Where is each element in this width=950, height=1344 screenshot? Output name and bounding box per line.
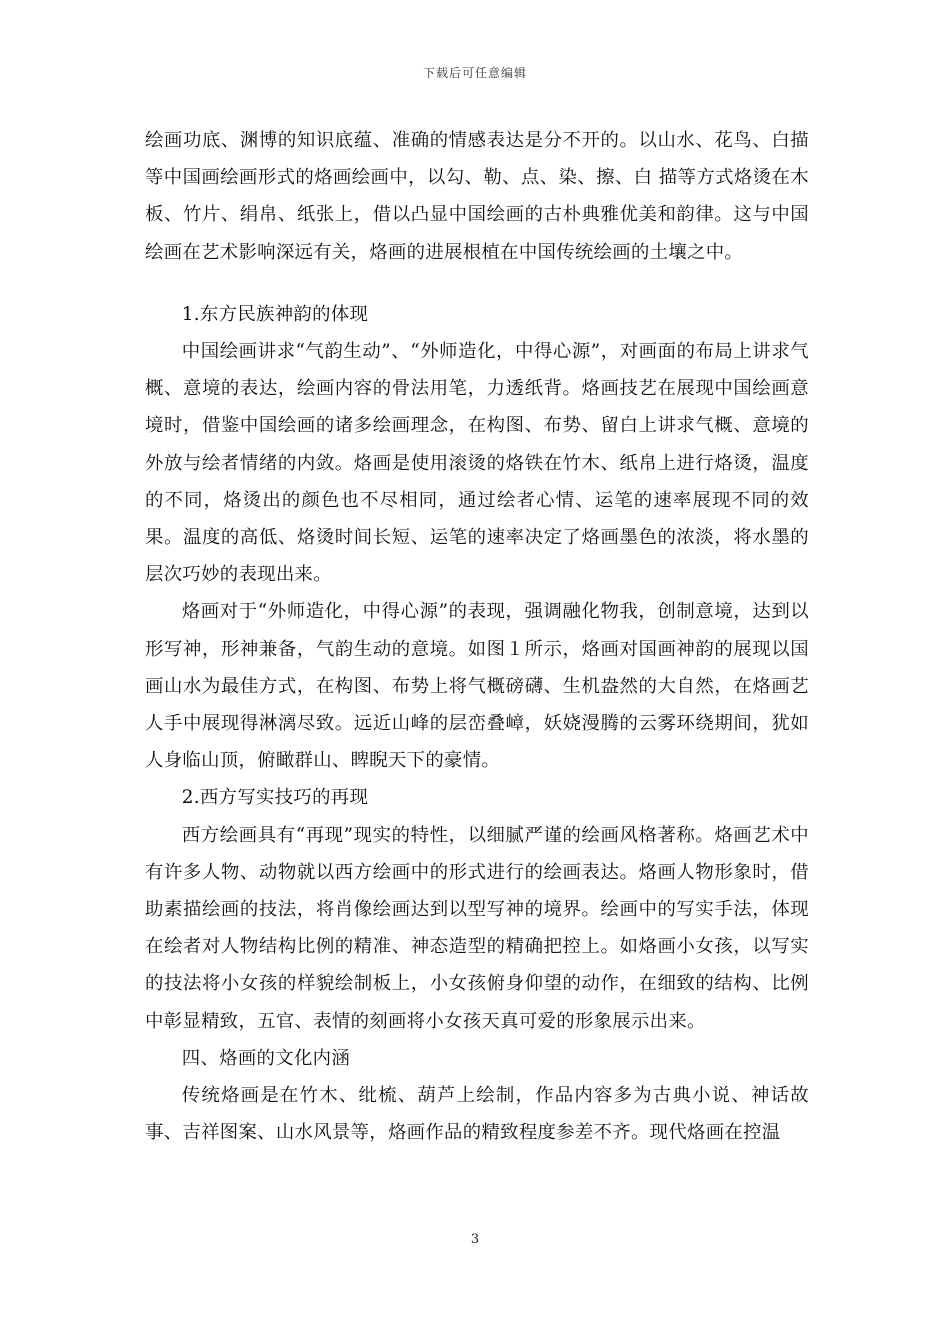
paragraph-1: 绘画功底、渊博的知识底蕴、准确的情感表达是分不开的。以山水、花鸟、白描等中国画绘画形式的烙画绘画中，以勾、勒、点、染、擦、白 描等方式烙烫在木板、竹片、绢帛、纸张上，借以凸显中国绘画的古朴典雅优美和韵律。这与中国绘画在艺术影响深远有关，烙画的进展根植在中国传统绘画的土壤之中。 — [145, 130, 809, 263]
section-heading-culture: 四、烙画的文化内涵 — [181, 1047, 351, 1069]
paragraph-3: 烙画对于“外师造化，中得心源”的表现，强调融化物我，创制意境，达到以形写神，形神兼备，气韵生动的意境。如图１所示，烙画对国画神韵的展现以国画山水为最佳方式，在构图、布势上将气概磅礴、生机盎然的大自然，在烙画艺人手中展现得淋漓尽致。远近山峰的层峦叠嶂，妖娆漫腾的云雾环绕期间，犹如人身临山顶，俯瞰群山、睥睨天下的豪情。 — [145, 601, 809, 772]
page-header: 下载后可任意编辑 — [422, 66, 527, 80]
page-number: 3 — [470, 1232, 480, 1247]
paragraph-4: 西方绘画具有“再现”现实的特性，以细腻严谨的绘画风格著称。烙画艺术中有许多人物、动物就以西方绘画中的形式进行的绘画表达。烙画人物形象时，借助素描绘画的技法，将肖像绘画达到以型写神的境界。绘画中的写实手法，体现在绘者对人物结构比例的精准、神态造型的精确把控上。如烙画小女孩，以写实的技法将小女孩的样貌绘制板上，小女孩俯身仰望的动作，在细致的结构、比例中彰显精致，五官、表情的刻画将小女孩天真可爱的形象展示出来。 — [145, 824, 809, 1032]
paragraph-2: 中国绘画讲求“气韵生动”、“外师造化，中得心源”，对画面的布局上讲求气概、意境的表达，绘画内容的骨法用笔，力透纸背。烙画技艺在展现中国绘画意境时，借鉴中国绘画的诸多绘画理念，在构图、布势、留白上讲求气概、意境的外放与绘者情绪的内敛。烙画是使用滚烫的烙铁在竹木、纸帛上进行烙烫，温度的不同，烙烫出的颜色也不尽相同，通过绘者心情、运笔的速率展现不同的效果。温度的高低、烙烫时间长短、运笔的速率决定了烙画墨色的浓淡，将水墨的层次巧妙的表现出来。 — [145, 341, 809, 586]
section-heading-eastern: 1.东方民族神韵的体现 — [181, 303, 369, 325]
section-heading-western: 2.西方写实技巧的再现 — [181, 787, 369, 809]
paragraph-5: 传统烙画是在竹木、纰梳、葫芦上绘制，作品内容多为古典小说、神话故事、吉祥图案、山水风景等，烙画作品的精致程度参差不齐。现代烙画在控温 — [145, 1085, 809, 1144]
document-body — [145, 122, 809, 1151]
